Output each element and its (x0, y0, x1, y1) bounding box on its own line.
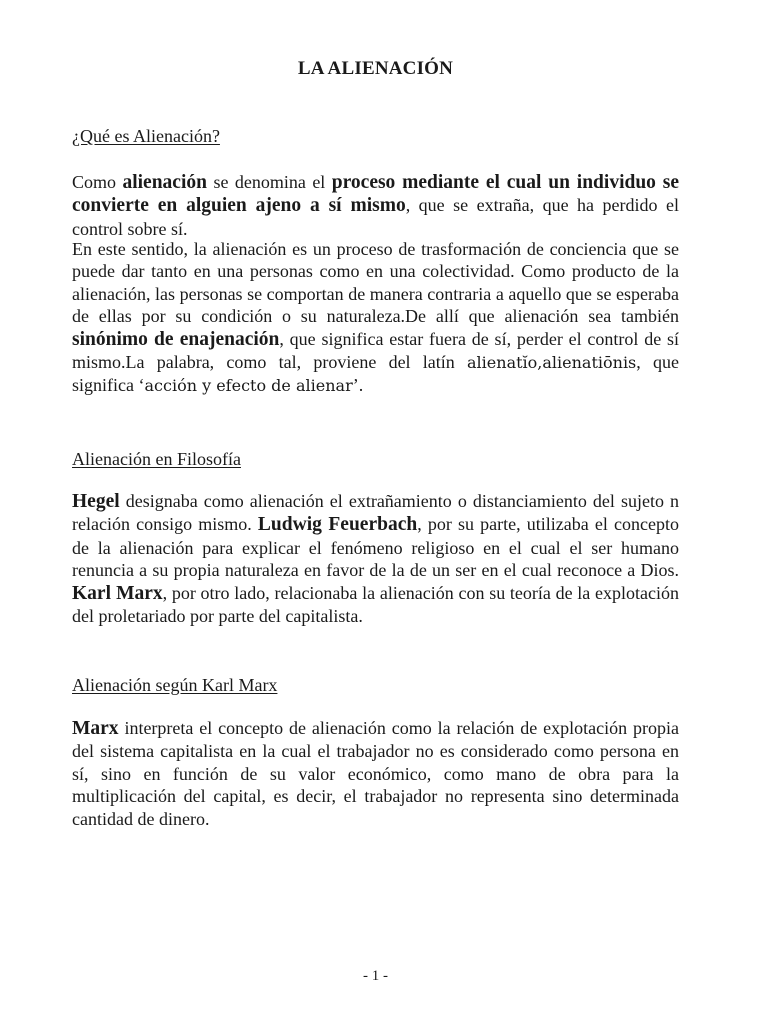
bold-name-feuerbach: Ludwig Feuerbach (257, 514, 418, 536)
meaning-phrase: acción y efecto de alienar (144, 376, 353, 396)
text-span: interpreta el concepto de alienación como la relación de explotación propia del sistema capitalista en la cual el trabajador no es considerado como persona en sí, sino en función de su valor económico, como mano de obra para la multiplicación del capital, es decir, el trabajador no representa sino determinada cantidad de dinero. (72, 718, 679, 829)
bold-term: alienación (122, 172, 207, 193)
paragraph-definition (72, 171, 679, 240)
text-span: Como (72, 172, 123, 192)
document-page (72, 0, 679, 1024)
text-span: se denomina el (206, 172, 332, 192)
text-span: En este sentido, la alienación es un proceso de trasformación de conciencia que se puede dar tanto en una personas como en una colectividad. Como producto de la alienación, las personas se comportan de manera contraria a aquello que se esperaba de ellas por su condición o su naturaleza.De allí que alienación sea también (72, 239, 679, 327)
section-heading-karl-marx: Alienación según Karl Marx (72, 675, 278, 695)
text-span: , que significa ‘ (72, 352, 679, 396)
text-span: , que se extraña, que ha perdido el control sobre sí. (72, 195, 679, 239)
document-title: LA ALIENACIÓN (297, 58, 454, 79)
text-span: , por su parte, utilizaba el concepto de la alienación para explicar el fenómeno religioso en el cual el ser humano renuncia a su propia naturaleza en favor de la de un ser en el cual reconoce a Dios. (72, 514, 680, 581)
latin-term: alienatĭo,alienatiōnis (467, 353, 637, 373)
text-span: , por otro lado, relacionaba la alienación con su teoría de la explotación del proletariado por parte del capitalista. (72, 582, 679, 627)
paragraph-filosofia (72, 490, 679, 627)
bold-phrase: proceso mediante el cual un individuo se convierte en alguien ajeno a sí mismo (72, 172, 679, 217)
text-span: , que significa estar fuera de sí, perder el control de sí mismo.La palabra, como tal, proviene del latín (72, 328, 679, 373)
section-heading-filosofia: Alienación en Filosofía (72, 449, 241, 469)
bold-name-marx: Karl Marx (72, 582, 163, 604)
bold-name-marx: Marx (72, 718, 119, 739)
bold-name-hegel: Hegel (72, 491, 120, 512)
text-span: designaba como alienación el extrañamiento o distanciamiento del sujeto n relación consigo mismo. (72, 491, 679, 535)
page-number: - 1 - (363, 968, 388, 984)
paragraph-sentido (72, 238, 679, 398)
paragraph-marx (72, 717, 679, 830)
text-span: ’. (352, 375, 364, 396)
section-heading-que-es: ¿Qué es Alienación? (72, 126, 220, 146)
bold-phrase: sinónimo de enajenación (72, 328, 280, 350)
